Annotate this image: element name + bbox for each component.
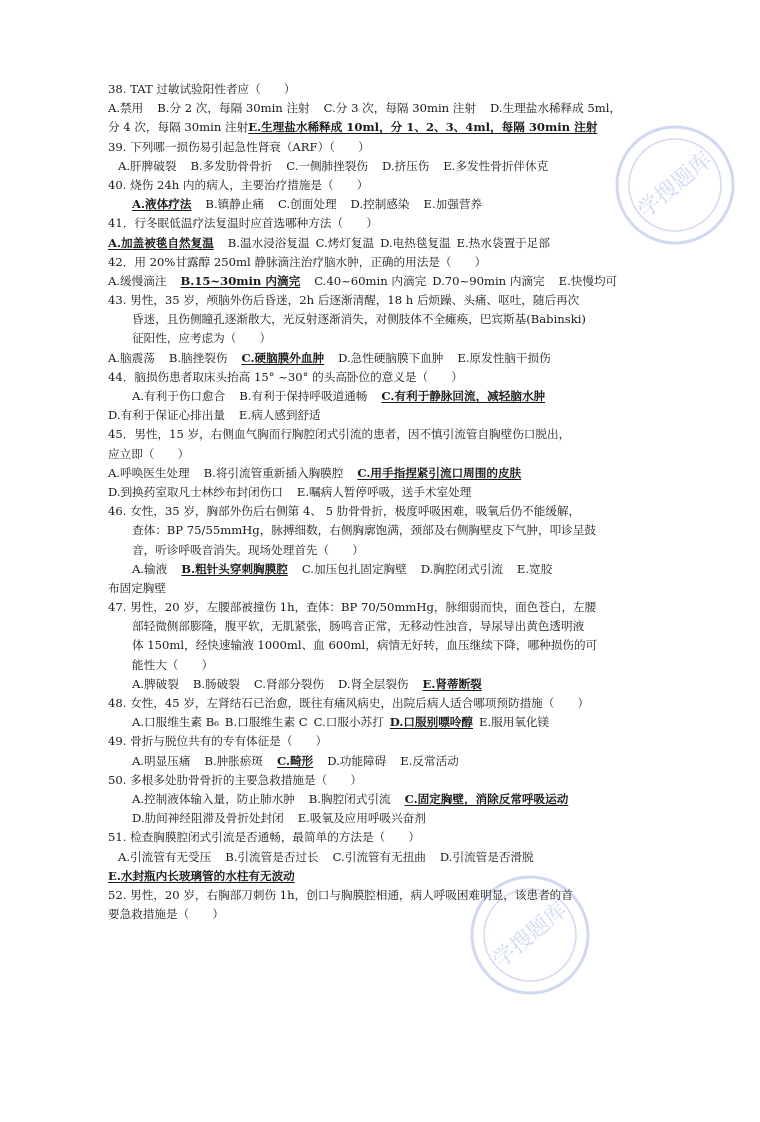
q48-options <box>108 713 630 732</box>
q44-option-c-answer: C.有利于静脉回流，减轻脑水肿 <box>381 389 546 403</box>
q41-option-a-answer: A.加盖被毯自然复温 <box>108 235 214 250</box>
q41-stem: 41．行冬眠低温疗法复温时应首选哪种方法（ ） <box>108 216 378 231</box>
q43-option-b: B.脑挫裂伤 <box>168 350 228 365</box>
q46-option-c: C.加压包扎固定胸壁 <box>301 561 407 576</box>
q43-stem-line3: 征阳性，应考虑为（ ） <box>132 331 272 346</box>
q43-options <box>108 349 630 368</box>
watermark-text-2: 学搜题库 <box>488 897 573 974</box>
q50-option-a: A.控制液体输入量，防止肺水肿 <box>132 791 295 806</box>
q41-option-b: B.温水浸浴复温 <box>227 235 310 250</box>
q38-option-d: D.生理盐水稀释成 5ml， <box>490 101 622 116</box>
q49-stem: 49. 骨折与脱位共有的专有体征是（ ） <box>108 734 328 749</box>
q48-option-d-answer: D.口服别嘌呤醇 <box>389 715 473 730</box>
q38-option-c: C.分 3 次，每隔 30min 注射 <box>323 101 476 116</box>
q49-option-d: D.功能障碍 <box>327 753 387 768</box>
q50-option-d: D.肋间神经阻滞及骨折处封闭 <box>132 811 284 826</box>
watermark-text: 学搜题库 <box>633 147 718 224</box>
q40-option-b: B.镇静止痛 <box>205 197 265 212</box>
q38-stem: 38. TAT 过敏试验阳性者应（ ） <box>108 82 296 96</box>
q44-options-cont <box>108 406 630 425</box>
q51-options-cont <box>108 867 630 886</box>
q39-option-d-answer: D.挤压伤 <box>381 158 430 173</box>
q42-option-d: D.70~90min 内滴完 <box>432 273 545 288</box>
q43-stem-line1: 43. 男性，35 岁，颅脑外伤后昏迷，2h 后逐渐清醒，18 h 后烦躁、头痛、呕吐，随后再次 <box>108 293 580 308</box>
q39-option-a: A.肝脾破裂 <box>118 158 177 173</box>
q46-stem-line3: 音，听诊呼吸音消失。现场处理首先（ ） <box>132 542 364 557</box>
q45-option-c-answer: C.用手指捏紧引流口周围的皮肤 <box>357 465 522 480</box>
q42-option-b-answer: B.15~30min 内滴完 <box>180 273 301 288</box>
q46-option-a: A.输液 <box>132 561 168 576</box>
q47-options <box>108 675 630 694</box>
q40-option-c: C.创面处理 <box>278 197 337 212</box>
q45-stem-line1: 45．男性，15 岁，右侧血气胸而行胸腔闭式引流的患者，因不慎引流管自胸壁伤口脱出， <box>108 427 571 442</box>
q49-options <box>108 752 630 771</box>
q38-options <box>108 99 630 118</box>
q39-option-c: C.一侧肺挫裂伤 <box>286 158 368 173</box>
q48-option-c: C.口服小苏打 <box>313 715 384 730</box>
q44-stem: 44．脑损伤患者取床头抬高 15° ~30° 的头高卧位的意义是（ ） <box>108 369 463 384</box>
q45-options <box>108 464 630 483</box>
q44-option-a: A.有利于伤口愈合 <box>132 389 226 403</box>
q43-option-a: A.脑震荡 <box>108 350 155 365</box>
q51-options <box>108 848 630 867</box>
q43-option-e: E.原发性脑干损伤 <box>457 350 551 365</box>
q52-stem-line2: 要急救措施是（ ） <box>108 907 224 922</box>
q43-option-d: D.急性硬脑膜下血肿 <box>338 350 444 365</box>
q47-stem-line2: 部轻微侧部膨隆，腹平软，无肌紧张，肠鸣音正常，无移动性浊音，导尿导出黄色透明液 <box>132 619 585 634</box>
q43-stem-line2: 昏迷，且伤侧瞳孔逐渐散大，光反射逐渐消失，对侧肢体不全瘫痪，巴宾斯基(Babinski) <box>132 312 586 327</box>
q40-option-a-answer: A.液体疗法 <box>132 197 192 212</box>
q44-option-d: D.有利于保证心排出量 <box>108 408 225 423</box>
q38-option-a: A.禁用 <box>108 101 144 116</box>
q49-option-e: E.反常活动 <box>400 753 459 768</box>
q47-stem-line3: 体 150ml，经快速输液 1000ml、血 600ml，病情无好转，血压继续下降，哪种损伤的可 <box>132 638 598 653</box>
q50-option-c-answer: C.固定胸壁，消除反常呼吸运动 <box>404 791 569 806</box>
q48-option-b: B.口服维生素 C <box>224 715 308 730</box>
q47-stem-line1: 47. 男性，20 岁，左腰部被撞伤 1h，查体：BP 70/50mmHg，脉细弱而快，面色苍白，左腰 <box>108 600 597 615</box>
q46-option-b-answer: B.粗针头穿刺胸膜腔 <box>181 561 288 576</box>
q45-options-cont <box>108 483 630 502</box>
q46-option-e: E.宽胶 <box>516 561 553 576</box>
q42-stem: 42．用 20%甘露醇 250ml 静脉滴注治疗脑水肿，正确的用法是（ ） <box>108 254 487 269</box>
q41-option-c: C.烤灯复温 <box>315 235 375 250</box>
question-list <box>108 80 630 924</box>
q43-option-c-answer: C.硬脑膜外血肿 <box>241 350 325 365</box>
q49-option-b: B.肿胀瘀斑 <box>204 753 264 768</box>
q38-options-cont <box>108 118 630 137</box>
q45-option-b: B.将引流管重新插入胸膜腔 <box>203 465 344 480</box>
q50-option-e: E.吸氧及应用呼吸兴奋剂 <box>297 811 426 826</box>
q50-options <box>108 790 630 809</box>
q38-option-b: B.分 2 次，每隔 30min 注射 <box>157 101 310 116</box>
q45-option-e: E.嘱病人暂停呼吸，送手术室处理 <box>296 484 472 499</box>
q41-options <box>108 234 630 253</box>
q39-option-e: E.多发性骨折伴休克 <box>443 158 549 173</box>
q38-option-e-answer: E.生理盐水稀释成 10ml，分 1、2、3、4ml，每隔 30min 注射 <box>248 120 598 135</box>
q47-stem-line4: 能性大（ ） <box>132 657 214 672</box>
q42-option-c: C.40~60min 内滴完 <box>314 273 427 288</box>
q40-stem: 40. 烧伤 24h 内的病人，主要治疗措施是（ ） <box>108 177 369 192</box>
q41-option-d: D.电热毯复温 <box>380 235 451 250</box>
q45-option-a: A.呼唤医生处理 <box>108 465 190 480</box>
q47-option-d: D.肾全层裂伤 <box>337 676 409 691</box>
q51-option-c: C.引流管有无扭曲 <box>332 849 426 864</box>
q46-stem-line2: 查体：BP 75/55mmHg，脉搏细数，右侧胸廓饱满，颈部及右侧胸壁皮下气肿，叩诊呈鼓 <box>132 523 596 538</box>
q44-options <box>108 387 630 406</box>
q49-option-a: A.明显压痛 <box>132 753 191 768</box>
q42-options <box>108 272 630 291</box>
q52-stem-line1: 52. 男性，20 岁，右胸部刀刺伤 1h，创口与胸膜腔相通，病人呼吸困难明显，该患者的首 <box>108 887 573 902</box>
q51-option-a: A.引流管有无受压 <box>118 849 212 864</box>
q39-stem: 39. 下列哪一损伤易引起急性肾衰（ARF）（ ） <box>108 139 370 154</box>
q50-stem: 50. 多根多处肋骨骨折的主要急救措施是（ ） <box>108 772 362 787</box>
q49-option-c-answer: C.畸形 <box>277 753 314 768</box>
q44-option-b: B.有利于保持呼吸道通畅 <box>239 389 368 403</box>
q48-option-a: A.口服维生素 B₆ <box>132 715 219 730</box>
q46-option-d: D.胸腔闭式引流 <box>420 561 503 576</box>
q44-option-e: E.病人感到舒适 <box>238 408 321 423</box>
q45-stem-line2: 应立即（ ） <box>108 446 190 461</box>
q47-option-a: A.脾破裂 <box>132 676 179 691</box>
q51-option-e-answer: E.水封瓶内长玻璃管的水柱有无波动 <box>108 868 295 883</box>
q51-option-d: D.引流管是否滑脱 <box>439 849 534 864</box>
q51-stem: 51. 检查胸膜腔闭式引流是否通畅，最简单的方法是（ ） <box>108 830 420 845</box>
q40-options <box>108 195 630 214</box>
q50-options-cont <box>108 809 630 828</box>
q39-options <box>108 157 630 176</box>
q47-option-e-answer: E.肾蒂断裂 <box>422 676 482 691</box>
q39-option-b: B.多发肋骨骨折 <box>190 158 273 173</box>
q45-option-d: D.到换药室取凡士林纱布封闭伤口 <box>108 484 283 499</box>
q42-option-e: E.快慢均可 <box>558 273 618 288</box>
q48-stem: 48. 女性，45 岁，左肾结石已治愈，既往有痛风病史，出院后病人适合哪项预防措施（ ） <box>108 696 590 710</box>
q47-option-c: C.肾部分裂伤 <box>253 676 324 691</box>
q38-option-d-cont: 分 4 次，每隔 30min 注射 <box>108 120 249 135</box>
q48-option-e: E.服用氧化镁 <box>479 715 550 730</box>
q42-option-a: A.缓慢滴注 <box>108 273 167 288</box>
q40-option-d: D.控制感染 <box>350 197 410 212</box>
q50-option-b: B.胸腔闭式引流 <box>308 791 391 806</box>
q51-option-b: B.引流管是否过长 <box>225 849 319 864</box>
q46-options <box>108 560 630 579</box>
q47-option-b: B.肠破裂 <box>192 676 240 691</box>
q41-option-e: E.热水袋置于足部 <box>456 235 550 250</box>
q40-option-e: E.加强营养 <box>423 197 483 212</box>
q46-stem-line1: 46. 女性，35 岁，胸部外伤后右侧第 4、 5 肋骨骨折，极度呼吸困难，吸氧后仍不能缓解， <box>108 504 581 519</box>
q46-option-e-cont: 布固定胸壁 <box>108 580 166 595</box>
